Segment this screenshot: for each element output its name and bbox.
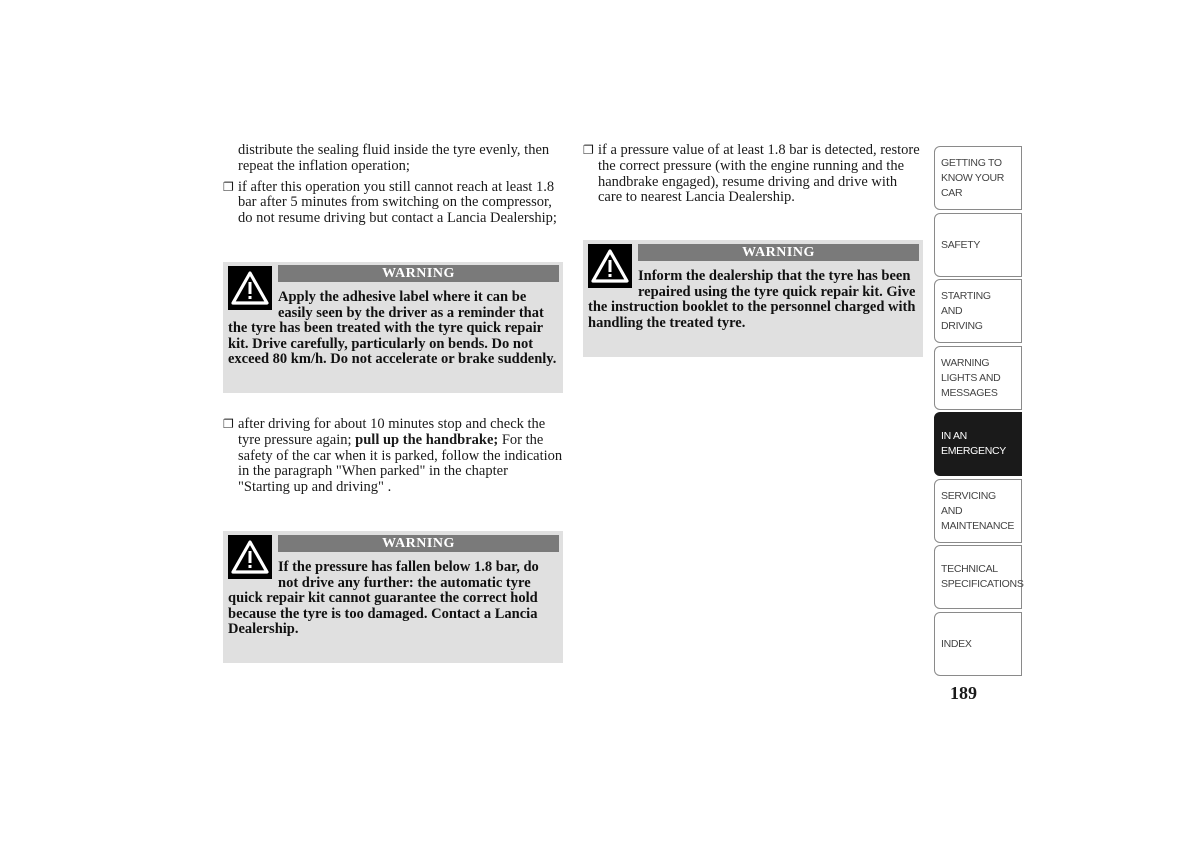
warning-box [583, 240, 923, 357]
tab-label: INDEX [941, 637, 972, 650]
tab-label: STARTING AND DRIVING [941, 289, 991, 332]
warning-box [223, 262, 563, 393]
tab-servicing-and-maintenance[interactable] [934, 479, 1022, 543]
page-number: 189 [950, 683, 977, 703]
bullet-text: if after this operation you still cannot reach at least 1.8 bar after 5 minutes from switching on the compressor, do not resume driving but contact a Lancia Dealership; [238, 178, 557, 227]
warning-title-bar: WARNING [278, 265, 559, 282]
warning-body: Inform the dealership that the tyre has been repaired using the tyre quick repair kit. Give the instruction booklet to the personnel charged with handling the treated tyre. [588, 268, 916, 331]
warning-box [223, 531, 563, 663]
tab-index[interactable] [934, 612, 1022, 676]
tab-label: GETTING TO KNOW YOUR CAR [941, 156, 1005, 199]
checkbox-bullet-icon: ❐ [223, 179, 234, 194]
bullet-paragraph [583, 143, 923, 206]
warning-title-bar: WARNING [638, 244, 919, 261]
checkbox-bullet-icon: ❐ [583, 143, 594, 157]
left-column-lower [223, 417, 563, 496]
tab-in-an-emergency[interactable] [934, 412, 1022, 476]
left-column [223, 143, 563, 227]
tab-label: WARNING LIGHTS AND MESSAGES [941, 356, 1001, 399]
bullet-text-part: For the safety of the car when it is parked, follow the indication in the paragraph "When parked" in the chapter "Starting up and driving" . [238, 431, 563, 496]
bullet-text: if a pressure value of at least 1.8 bar is detected, restore the correct pressure (with the engine running and the handbrake engaged), resume driving and drive with care to nearest Lancia Dealership. [598, 142, 920, 206]
right-column [583, 143, 923, 206]
bullet-paragraph [223, 417, 563, 496]
warning-text [228, 560, 558, 638]
tab-starting-and-driving[interactable] [934, 279, 1022, 343]
warning-text [228, 290, 558, 368]
tab-label: SERVICING AND MAINTENANCE [941, 489, 1015, 532]
warning-body: Apply the adhesive label where it can be easily seen by the driver as a reminder that the tyre has been treated with the tyre quick repair kit. Drive carefully, particularly on bends. Do not exceed 80 km/h. Do not accelerate or brake suddenly. [228, 289, 557, 368]
bullet-paragraph [223, 180, 563, 227]
paragraph-continued: distribute the sealing fluid inside the tyre evenly, then repeat the inflation operation; [238, 142, 550, 174]
tab-getting-to-know-your-car[interactable] [934, 146, 1022, 210]
bullet-text-part: after driving for about 10 minutes stop and check the tyre pressure again; [238, 416, 546, 448]
tab-safety[interactable] [934, 213, 1022, 277]
warning-text [588, 269, 918, 331]
tab-label: TECHNICAL SPECIFICATIONS [941, 563, 1024, 590]
tab-warning-lights-and-messages[interactable] [934, 346, 1022, 410]
warning-body: If the pressure has fallen below 1.8 bar, do not drive any further: the automatic tyre quick repair kit cannot guarantee the correct hold because the tyre is too damaged. Contact a Lancia Dealership. [228, 559, 539, 638]
tab-label: IN AN EMERGENCY [941, 430, 1006, 457]
tab-label: SAFETY [941, 238, 981, 251]
checkbox-bullet-icon: ❐ [223, 417, 234, 431]
bullet-text-bold: pull up the handbrake; [355, 431, 499, 448]
warning-title-bar: WARNING [278, 535, 559, 552]
tab-technical-specifications[interactable] [934, 545, 1022, 609]
